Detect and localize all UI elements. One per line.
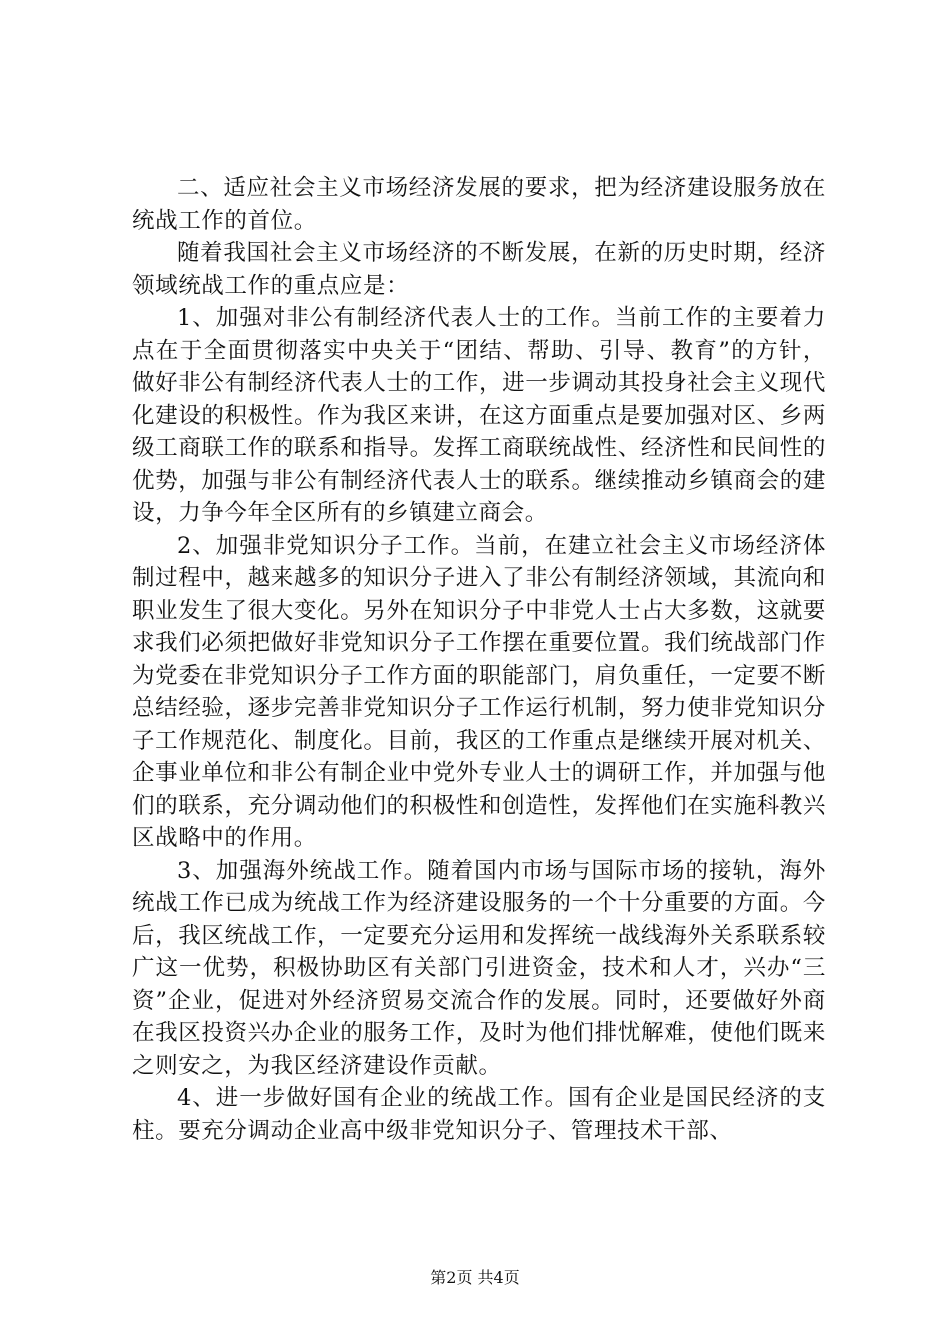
page-number-footer: 第2页 共4页 — [430, 1268, 520, 1287]
item-4-paragraph: 4、进一步做好国有企业的统战工作。国有企业是国民经济的支柱。要充分调动企业高中级非党知识分子、管理技术干部、 — [132, 1085, 826, 1144]
document-body — [132, 172, 826, 1147]
section-heading-paragraph: 二、适应社会主义市场经济发展的要求，把为经济建设服务放在统战工作的首位。 — [132, 175, 826, 234]
item-2-paragraph: 2、加强非党知识分子工作。当前，在建立社会主义市场经济体制过程中，越来越多的知识分子进入了非公有制经济领域，其流向和职业发生了很大变化。另外在知识分子中非党人士占大多数，这就要求我们必须把做好非党知识分子工作摆在重要位置。我们统战部门作为党委在非党知识分子工作方面的职能部门，肩负重任，一定要不断总结经验，逐步完善非党知识分子工作运行机制，努力使非党知识分子工作规范化、制度化。目前，我区的工作重点是继续开展对机关、企事业单位和非公有制企业中党外专业人士的调研工作，并加强与他们的联系，充分调动他们的积极性和创造性，发挥他们在实施科教兴区战略中的作用。 — [132, 532, 826, 851]
intro-paragraph: 随着我国社会主义市场经济的不断发展，在新的历史时期，经济领域统战工作的重点应是： — [132, 240, 826, 299]
item-1-paragraph: 1、加强对非公有制经济代表人士的工作。当前工作的主要着力点在于全面贯彻落实中央关于“团结、帮助、引导、教育”的方针，做好非公有制经济代表人士的工作，进一步调动其投身社会主义现代化建设的积极性。作为我区来讲，在这方面重点是要加强对区、乡两级工商联工作的联系和指导。发挥工商联统战性、经济性和民间性的优势，加强与非公有制经济代表人士的联系。继续推动乡镇商会的建设，力争今年全区所有的乡镇建立商会。 — [132, 305, 826, 526]
item-3-paragraph: 3、加强海外统战工作。随着国内市场与国际市场的接轨，海外统战工作已成为统战工作为经济建设服务的一个十分重要的方面。今后，我区统战工作，一定要充分运用和发挥统一战线海外关系联系较广这一优势，积极协助区有关部门引进资金，技术和人才，兴办“三资”企业，促进对外经济贸易交流合作的发展。同时，还要做好外商在我区投资兴办企业的服务工作，及时为他们排忧解难，使他们既来之则安之，为我区经济建设作贡献。 — [132, 857, 826, 1079]
